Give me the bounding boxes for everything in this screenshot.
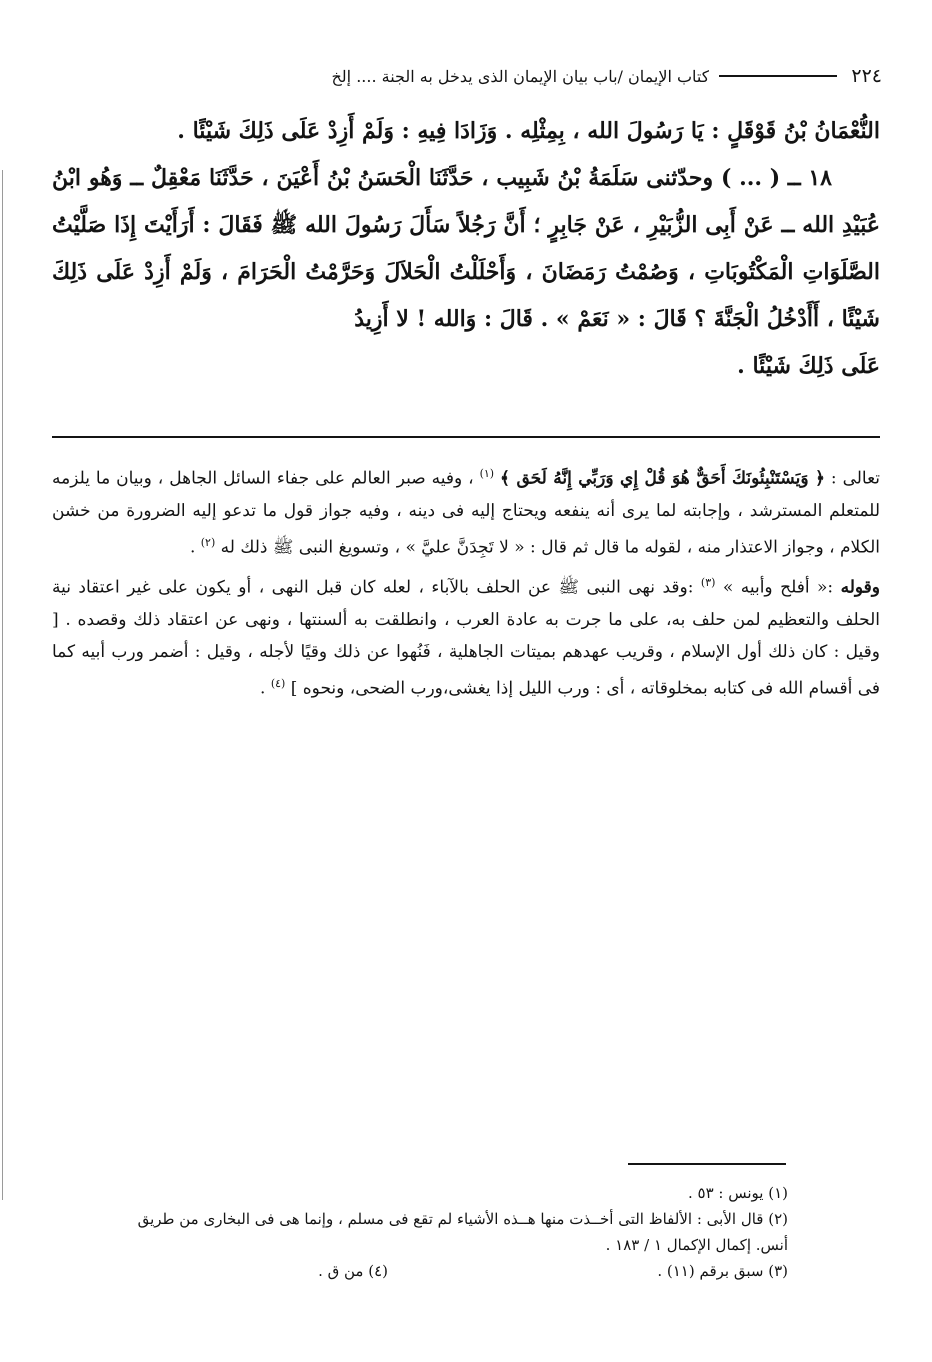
commentary-lead-2: وقوله <box>840 577 880 598</box>
footnote-1: (١) يونس : ٥٣ . <box>687 1184 788 1202</box>
commentary-body-2: :وقد نهى النبى ﷺ عن الحلف بالآباء ، لعله كان قبل النهى ، أو يكون على غير اعتقاد نية الحلف والتعظيم لمن حلف به، على ما جرت به عادة العرب ، وانطلقت به ألسنتها ، ونهى عن اعتقاد ذلك وقصده . [ وقيل : كان ذلك أول الإسلام ، وقريب عهدهم بميتات الجاهلية ، فَنُهوا عن ذلك وقيًا لأجله ، وقيل : أضمر ورب أبيه كما فى أقسام الله فى كتابه بمخلوقاته ، أى : ورب الليل إذا يغشى،ورب الضحى، ونحوه ] <box>52 577 880 699</box>
scan-edge-line <box>2 170 3 1200</box>
hadith-paragraph <box>52 155 880 343</box>
running-head-rule <box>719 75 837 77</box>
hadith-end: عَلَى ذَلِكَ شَيْئًا . <box>737 353 880 379</box>
commentary-end-2: . <box>260 678 266 699</box>
commentary <box>52 458 880 705</box>
footnote-row-3-4 <box>52 1258 788 1284</box>
hadith-text <box>52 108 880 390</box>
footnote-2-line-1: (٢) قال الأبى : الألفاظ التى أخــذت منها هــذه الأشياء لم تقع فى مسلم ، وإنما هى فى البخارى من طريق <box>137 1210 788 1228</box>
footnote-3: (٣) سبق برقم (١١) . <box>657 1262 788 1280</box>
commentary-paragraph-2 <box>52 567 880 704</box>
main-text-divider <box>52 436 880 438</box>
footnotes <box>52 1180 788 1284</box>
commentary-lead: تعالى : <box>830 468 881 489</box>
page-number: ٢٢٤ <box>851 65 882 87</box>
commentary-end-1: . <box>189 537 196 558</box>
hadith-body: وحدّثنى سَلَمَةُ بْنُ شَبِيب ، حَدَّثَنَا الْحَسَنُ بْنُ أَعْيَنَ ، حَدَّثَنَا مَعْقِلٌ ــ وَهُو ابْنُ عُبَيْدِ الله ــ عَنْ أَبِى الزُّبَيْرِ ، عَنْ جَابِرٍ ؛ أَنَّ رَجُلاً سَأَلَ رَسُولَ الله ﷺ فَقَالَ : أَرَأَيْتَ إِذَا صَلَّيْتُ الصَّلَوَاتِ الْمَكْتُوبَاتِ ، وَصُمْتُ رَمَضَانَ ، وَأَحْلَلْتُ الْحَلاَلَ وَحَرَّمْتُ الْحَرَامَ ، وَلَمْ أَزِدْ عَلَى ذَلِكَ شَيْئًا ، أَأَدْخُلُ الْجَنَّةَ ؟ قَالَ : « نَعَمْ » . قَالَ : وَالله ! لا أَزِيدُ <box>52 165 880 332</box>
footnote-ref-2: (٢) <box>200 535 216 549</box>
footnote-4: (٤) من ق . <box>318 1262 388 1280</box>
footnote-ref-4: (٤) <box>270 676 286 690</box>
footnote-ref-3: (٣) <box>700 576 716 590</box>
footnote-2-line-2: أنس. إكمال الإكمال ١ / ١٨٣ . <box>605 1236 788 1254</box>
running-head-title: كتاب الإيمان /باب بيان الإيمان الذى يدخل به الجنة .... إلخ <box>331 66 710 86</box>
quoted-phrase: :« أفلح وأبيه » <box>722 577 834 598</box>
quran-verse: ﴿ وَيَسْتَنْبِئُونَكَ أَحَقٌّ هُوَ قُلْ إِي وَرَبِّي إِنَّهُ لَحَق ﴾ <box>500 468 825 489</box>
commentary-paragraph-1 <box>52 458 880 563</box>
running-head <box>50 62 882 90</box>
commentary-body-1: ، وفيه صبر العالم على جفاء السائل الجاهل ، وبيان ما يلزمه للمتعلم المسترشد ، وإجابته لما يرى أنه ينفعه ويحتاج إليه فى دينه ، وفيه جواز قول ما تدعو إليه الضرورة من خشن الكلام ، وجواز الاعتذار منه ، لقوله ما قال ثم قال : « لا تَجِدَنَّ عليَّ » ، وتسويغ النبى ﷺ ذلك له <box>52 468 880 558</box>
main-line-1: النُّعْمَانُ بْنُ قَوْقَلٍ : يَا رَسُولَ الله ، بِمِثْلِه . وَزَادَا فِيهِ : وَلَمْ أَزِدْ عَلَى ذَلِكَ شَيْئًا . <box>177 118 880 144</box>
footnote-divider <box>628 1163 786 1165</box>
hadith-number: ١٨ ــ ( ... ) <box>721 165 832 191</box>
footnote-ref-1: (١) <box>479 467 495 480</box>
